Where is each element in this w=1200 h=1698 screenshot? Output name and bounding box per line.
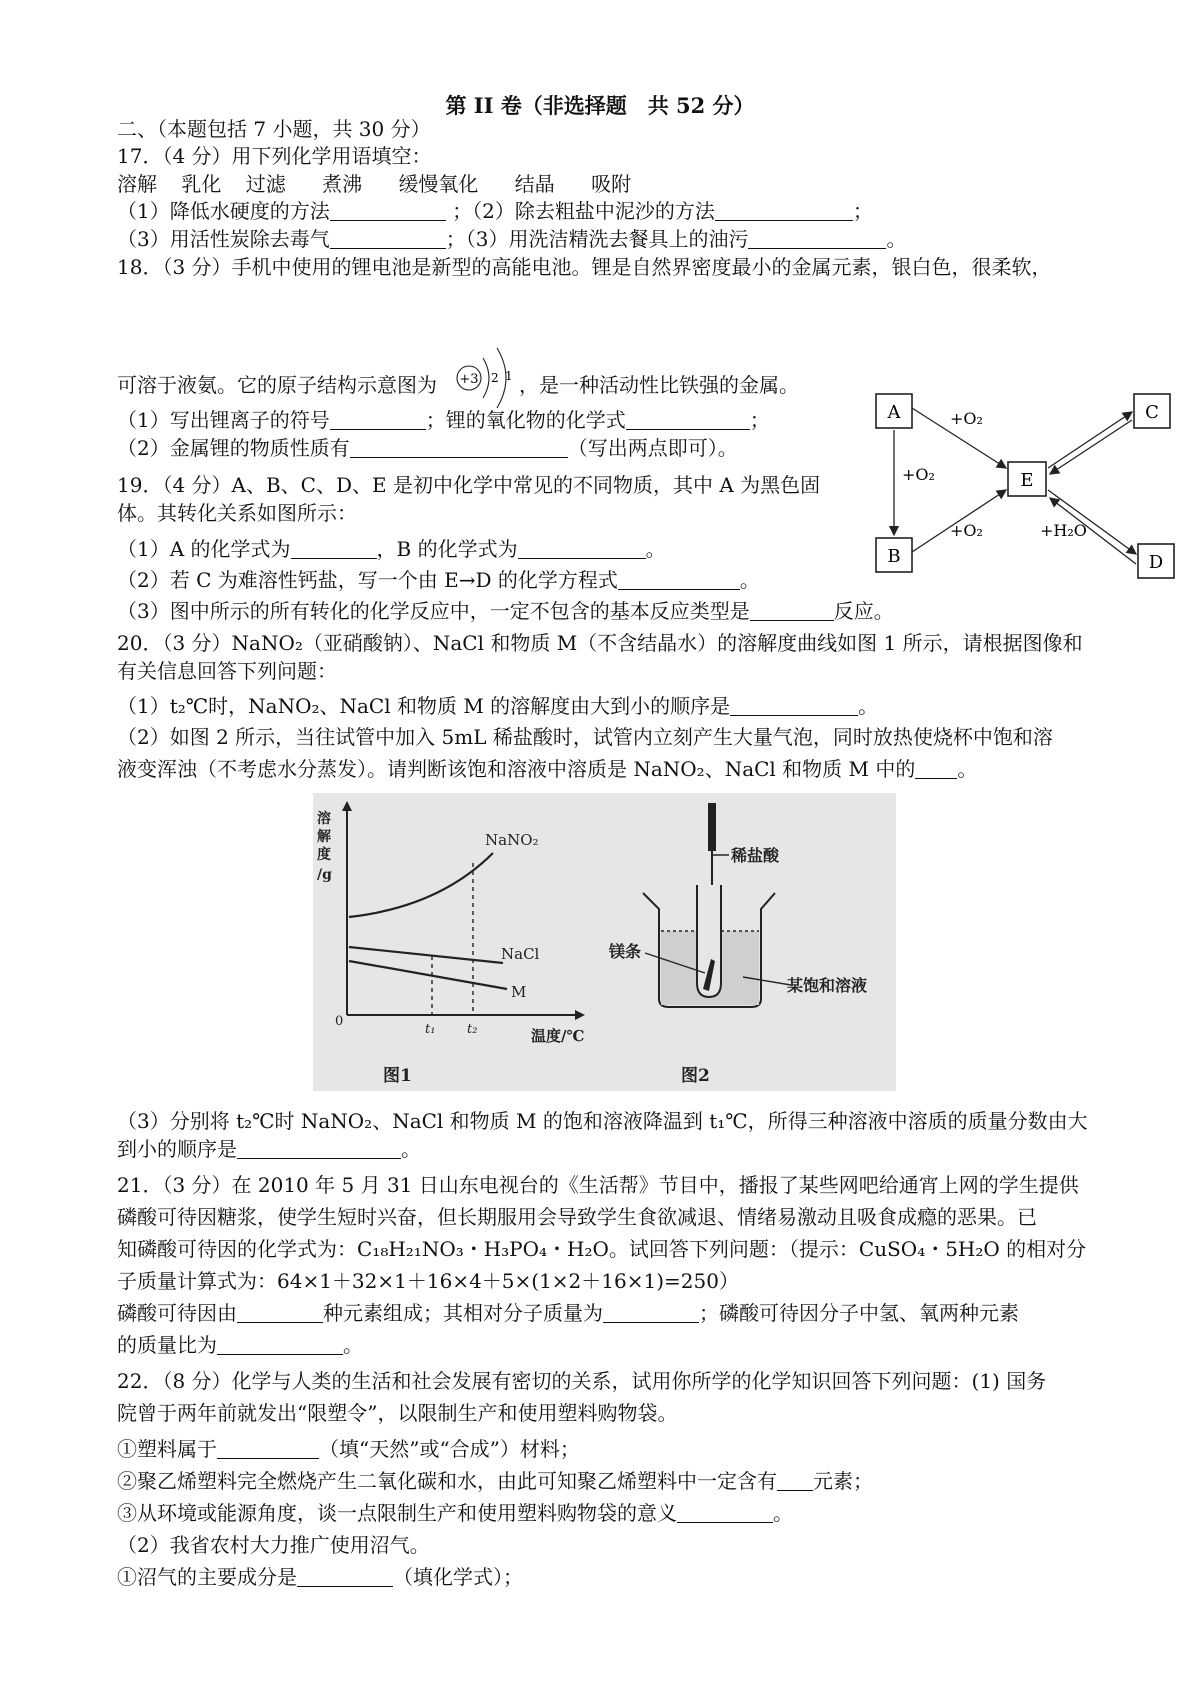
solubility-figure <box>313 793 896 1091</box>
q20-sub3-line2 <box>117 1136 421 1162</box>
answer-blank[interactable] <box>677 1504 773 1523</box>
node-c-label: C <box>1145 402 1159 423</box>
answer-blank[interactable] <box>748 230 886 249</box>
node-a-label: A <box>887 402 901 423</box>
q20-sub2-line2 <box>117 756 977 782</box>
q19-1b-text: ，B 的化学式为 <box>376 537 518 561</box>
q19-2-text: （2）若 C 为难溶性钙盐，写一个由 E→D 的化学方程式 <box>117 568 618 592</box>
q21-text-c: ；磷酸可待因分子中氢、氧两种元素 <box>699 1301 1019 1325</box>
q22-line1: 22．（8 分）化学与人类的生活和社会发展有密切的关系，试用你所学的化学知识回答下列问题：(1) 国务 <box>117 1369 1047 1393</box>
conversion-diagram <box>870 390 1180 580</box>
q21-line1: 21．（3 分）在 2010 年 5 月 31 日山东电视台的《生活帮》节目中，播报了某些网吧给通宵上网的学生提供 <box>117 1173 1079 1197</box>
q20-sub1 <box>117 693 878 719</box>
q21-text-d: 的质量比为 <box>117 1333 217 1357</box>
punct: 。 <box>957 757 978 781</box>
q22-line2: 院曾于两年前就发出“限塑令”，以限制生产和使用塑料购物袋。 <box>117 1401 678 1425</box>
q22-line4 <box>117 1468 873 1494</box>
answer-blank[interactable] <box>603 1304 699 1323</box>
fig2-mg-label: 镁条 <box>609 942 642 961</box>
q21-line3: 知磷酸可待因的化学式为：C₁₈H₂₁NO₃・H₃PO₄・H₂O。试回答下列问题：（提示：CuSO₄・5H₂O 的相对分 <box>117 1237 1087 1261</box>
punct: 。 <box>739 568 760 592</box>
fig1-nacl-label: NaCl <box>501 945 540 963</box>
q22-line6: （2）我省农村大力推广使用沼气。 <box>117 1533 430 1557</box>
answer-blank[interactable] <box>626 411 750 430</box>
q17-4-text: ；（3）用洗洁精洗去餐具上的油污 <box>445 227 749 251</box>
node-e-label: E <box>1020 470 1034 491</box>
punct: 。 <box>645 537 666 561</box>
q22-text-4: ①沼气的主要成分是 <box>117 1565 297 1589</box>
q17-1-text: （1）降低水硬度的方法 <box>117 199 330 223</box>
node-d-label: D <box>1148 552 1164 573</box>
q22-text-4b: （填化学式）； <box>393 1565 523 1589</box>
answer-blank[interactable] <box>237 1140 401 1159</box>
answer-blank[interactable] <box>730 697 858 716</box>
word-1: 溶解 <box>117 172 157 196</box>
q22-text-2: ②聚乙烯塑料完全燃烧产生二氧化碳和水，由此可知聚乙烯塑料中一定含有 <box>117 1469 777 1493</box>
fig1-origin: 0 <box>335 1014 344 1029</box>
q21-line4: 子质量计算式为：64×1＋32×1＋16×4＋5×(1×2＋16×1)=250） <box>117 1269 739 1293</box>
q22-line3 <box>117 1436 580 1462</box>
label-a-e: +O₂ <box>950 409 983 428</box>
arrow-c-to-e <box>1050 420 1132 474</box>
q20-heading-2: 有关信息回答下列问题： <box>117 659 337 683</box>
answer-blank[interactable] <box>330 202 446 221</box>
fig1-x-arrow <box>575 1010 585 1020</box>
shell1-electrons: 2 <box>491 371 499 385</box>
answer-blank[interactable] <box>297 1568 393 1587</box>
fig1-t2-tick: t₂ <box>467 1022 478 1037</box>
fig1-m-label: M <box>511 983 527 1001</box>
fig1-ylabel-4: /g <box>317 867 332 883</box>
q21-line2: 磷酸可待因糖浆，使学生短时兴奋，但长期服用会导致学生食欲减退、情绪易激动且吸食成瘾的恶果。已 <box>117 1205 1037 1229</box>
q18-2b-text: （写出两点即可）。 <box>567 436 738 460</box>
q18-text-b: ，是一种活动性比铁强的金属。 <box>519 373 799 397</box>
q20-heading-1: 20．（3 分）NaNO₂（亚硝酸钠）、NaCl 和物质 M（不含结晶水）的溶解度曲线如图 1 所示，请根据图像和 <box>117 631 1083 655</box>
label-e-d: +H₂O <box>1040 521 1087 540</box>
curve-nacl <box>349 947 503 963</box>
q20-1-text: （1）t₂℃时，NaNO₂、NaCl 和物质 M 的溶解度由大到小的顺序是 <box>117 694 731 718</box>
q20-sub2-line1: （2）如图 2 所示，当往试管中加入 5mL 稀盐酸时，试管内立刻产生大量气泡，同时放热使烧杯中饱和溶 <box>117 725 1053 749</box>
word-3: 过滤 <box>245 172 286 196</box>
q17-heading: 17．（4 分）用下列化学用语填空： <box>117 144 432 168</box>
q18-1-text: （1）写出锂离子的符号 <box>117 408 330 432</box>
q22-line5 <box>117 1500 793 1526</box>
atom-nucleus-label: +3 <box>459 372 479 387</box>
q20-2-text: 液变浑浊（不考虑水分蒸发）。请判断该饱和溶液中溶质是 NaNO₂、NaCl 和物质 M 中的 <box>117 757 916 781</box>
q22-line7 <box>117 1564 523 1590</box>
q18-2-text: （2）金属锂的物质性质有 <box>117 436 350 460</box>
answer-blank[interactable] <box>330 230 446 249</box>
node-b-label: B <box>887 546 901 567</box>
q17-word-list <box>117 171 631 197</box>
fig1-nano2-label: NaNO₂ <box>485 831 539 849</box>
fig1-xlabel: 温度/℃ <box>531 1027 585 1045</box>
label-b-e: +O₂ <box>950 521 983 540</box>
answer-blank[interactable] <box>618 571 740 590</box>
fig1-t1-tick: t₁ <box>425 1022 436 1037</box>
q19-sub3 <box>117 598 894 624</box>
answer-blank[interactable] <box>518 540 646 559</box>
fig2-solution-label: 某饱和溶液 <box>787 976 868 995</box>
curve-m <box>349 961 507 989</box>
q21-text-b: 种元素组成；其相对分子质量为 <box>323 1301 603 1325</box>
q22-text-1b: （填“天然”或“合成”）材料； <box>319 1437 580 1461</box>
punct: ； <box>852 199 873 223</box>
q19-sub2 <box>117 567 760 593</box>
q18-sub1 <box>117 407 770 433</box>
answer-blank[interactable] <box>715 202 853 221</box>
part-heading: 二、（本题包括 7 小题，共 30 分） <box>117 117 431 141</box>
curve-nano2 <box>349 853 493 917</box>
q18-heading: 18．（3 分）手机中使用的锂电池是新型的高能电池。锂是自然界密度最小的金属元素，银白色，很柔软， <box>117 255 1052 279</box>
q19-3-text: （3）图中所示的所有转化的化学反应中，一定不包含的基本反应类型是 <box>117 599 750 623</box>
answer-blank[interactable] <box>750 602 834 621</box>
dropper-bulb <box>708 803 716 851</box>
fig1-caption: 图1 <box>383 1066 412 1086</box>
q22-text-1: ①塑料属于 <box>117 1437 217 1461</box>
section-title: 第 II 卷（非选择题 共 52 分） <box>445 93 755 118</box>
word-6: 结晶 <box>514 172 555 196</box>
word-4: 煮沸 <box>322 172 363 196</box>
q19-1-text: （1）A 的化学式为 <box>117 537 291 561</box>
q22-text-2b: 元素； <box>813 1469 873 1493</box>
q21-line6 <box>117 1332 363 1358</box>
q21-line5 <box>117 1300 1019 1326</box>
answer-blank[interactable] <box>237 1304 323 1323</box>
q22-text-3: ③从环境或能源角度，谈一点限制生产和使用塑料购物袋的意义 <box>117 1501 677 1525</box>
punct: 。 <box>343 1333 363 1357</box>
q18-text-a: 可溶于液氨。它的原子结构示意图为 <box>117 373 437 397</box>
word-2: 乳化 <box>181 172 222 196</box>
fig1-y-arrow <box>342 801 352 811</box>
punct: 。 <box>773 1501 793 1525</box>
answer-blank[interactable] <box>217 1336 343 1355</box>
label-a-b: +O₂ <box>902 465 935 484</box>
fig2-acid-label: 稀盐酸 <box>731 846 780 865</box>
q18-1b-text: ；锂的氧化物的化学式 <box>425 408 626 432</box>
answer-blank[interactable] <box>330 411 426 430</box>
answer-blank[interactable] <box>915 760 957 779</box>
fig1-ylabel-2: 解 <box>317 829 331 845</box>
answer-blank[interactable] <box>291 540 377 559</box>
q18-sub2 <box>117 435 738 461</box>
punct: 。 <box>401 1137 421 1161</box>
q17-2-text: ；（2）除去粗盐中泥沙的方法 <box>452 199 715 223</box>
word-7: 吸附 <box>591 172 632 196</box>
fig2-caption: 图2 <box>681 1066 710 1086</box>
arrow-e-to-c <box>1048 412 1132 468</box>
q17-line1 <box>117 198 873 224</box>
q21-text-a: 磷酸可待因由 <box>117 1301 237 1325</box>
punct: 。 <box>858 694 879 718</box>
punct: 。 <box>886 227 907 251</box>
fig1-ylabel-3: 度 <box>317 847 331 863</box>
q19-heading-2: 体。其转化关系如图所示： <box>117 501 357 525</box>
q20-3-text: 到小的顺序是 <box>117 1137 237 1161</box>
punct: ； <box>749 408 770 432</box>
answer-blank[interactable] <box>777 1472 813 1491</box>
q19-sub1 <box>117 536 666 562</box>
q17-line2 <box>117 226 906 252</box>
q18-line2 <box>117 372 799 398</box>
q19-3b-text: 反应。 <box>833 599 894 623</box>
q20-sub3-line1: （3）分别将 t₂℃时 NaNO₂、NaCl 和物质 M 的饱和溶液降温到 t₁℃，所得三种溶液中溶质的质量分数由大 <box>117 1109 1088 1133</box>
fig1-ylabel-1: 溶 <box>317 811 331 827</box>
q17-3-text: （3）用活性炭除去毒气 <box>117 227 330 251</box>
answer-blank[interactable] <box>217 1440 319 1459</box>
answer-blank[interactable] <box>350 439 568 458</box>
q19-heading-1: 19．（4 分）A、B、C、D、E 是初中化学中常见的不同物质，其中 A 为黑色固 <box>117 473 821 497</box>
word-5: 缓慢氧化 <box>398 172 479 196</box>
shell2-electrons: 1 <box>505 369 513 383</box>
